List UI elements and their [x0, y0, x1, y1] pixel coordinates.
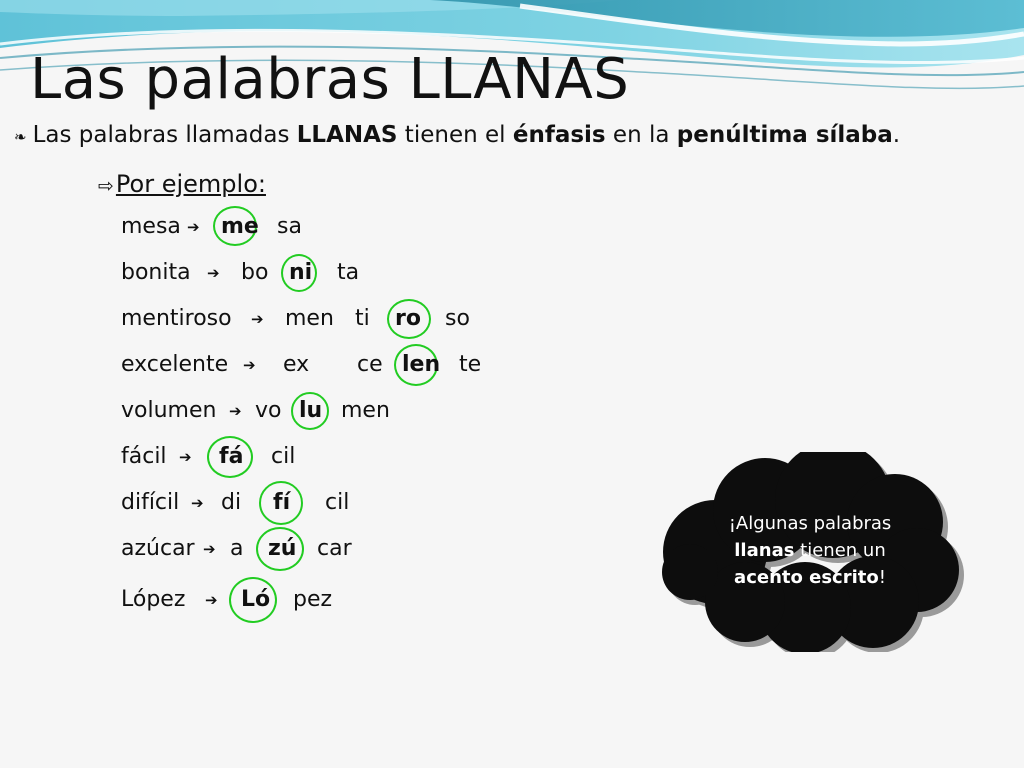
callout-line1: ¡Algunas palabras [728, 513, 892, 534]
callout-bold1: llanas [734, 540, 795, 561]
example-row [121, 350, 541, 380]
syllable: vo [255, 398, 282, 423]
definition-mid2: en la [605, 122, 677, 148]
stressed-syllable: fá [219, 444, 244, 469]
syllable: ex [283, 352, 310, 377]
definition-position: penúltima sílaba [676, 122, 893, 148]
callout-bold2: acento escrito [734, 567, 879, 588]
syllable: car [317, 536, 352, 561]
stressed-syllable: ro [395, 306, 421, 331]
double-leaf-bullet-icon: ❧ [14, 128, 27, 146]
syllable: bo [241, 260, 269, 285]
syllable: sa [277, 214, 302, 239]
callout-line2: tienen un [794, 540, 886, 561]
example-row [121, 304, 541, 334]
syllable: men [285, 306, 334, 331]
example-header [98, 170, 266, 198]
example-row [121, 396, 541, 426]
arrow-right-icon: ➔ [251, 310, 264, 328]
syllable: di [221, 490, 242, 515]
example-row [121, 442, 541, 472]
callout-end: ! [878, 567, 886, 588]
stressed-syllable: len [402, 352, 441, 377]
example-word: azúcar [121, 536, 195, 561]
arrow-right-icon: ➔ [229, 402, 242, 420]
arrow-right-icon: ➔ [207, 264, 220, 282]
stressed-syllable: ni [289, 260, 313, 285]
example-word: López [121, 587, 186, 612]
slide-title: Las palabras LLANAS [30, 47, 630, 112]
example-row [121, 212, 541, 242]
syllable: cil [271, 444, 296, 469]
syllable: ti [355, 306, 370, 331]
stressed-syllable: lu [299, 398, 323, 423]
syllable: ce [357, 352, 383, 377]
definition-mid1: tienen el [397, 122, 513, 148]
definition-bullet [14, 122, 900, 148]
arrow-right-icon: ➔ [191, 494, 204, 512]
stressed-syllable: fí [273, 490, 291, 515]
syllable: a [230, 536, 244, 561]
example-row [121, 488, 541, 518]
stressed-syllable: zú [268, 536, 297, 561]
definition-suffix: . [892, 122, 901, 148]
syllable: pez [293, 587, 333, 612]
stressed-syllable: Ló [241, 587, 271, 612]
outline-arrow-right-icon: ⇨ [98, 175, 114, 197]
definition-prefix: Las palabras llamadas [32, 122, 297, 148]
arrow-right-icon: ➔ [205, 591, 218, 609]
callout-text [700, 510, 920, 591]
syllable: men [341, 398, 390, 423]
definition-term: LLANAS [296, 122, 398, 148]
example-word: excelente [121, 352, 229, 377]
example-row [121, 585, 541, 615]
example-word: bonita [121, 260, 191, 285]
example-header-label: Por ejemplo: [115, 170, 266, 198]
example-word: mentiroso [121, 306, 232, 331]
syllable: so [445, 306, 470, 331]
example-word: fácil [121, 444, 167, 469]
arrow-right-icon: ➔ [187, 218, 200, 236]
example-row [121, 534, 541, 564]
arrow-right-icon: ➔ [203, 540, 216, 558]
definition-emphasis: énfasis [512, 122, 606, 148]
syllable: cil [325, 490, 350, 515]
example-word: volumen [121, 398, 217, 423]
arrow-right-icon: ➔ [179, 448, 192, 466]
syllable: ta [337, 260, 360, 285]
syllable: te [459, 352, 482, 377]
example-row [121, 258, 541, 288]
example-word: mesa [121, 214, 181, 239]
arrow-right-icon: ➔ [243, 356, 256, 374]
stressed-syllable: me [221, 214, 259, 239]
example-word: difícil [121, 490, 180, 515]
